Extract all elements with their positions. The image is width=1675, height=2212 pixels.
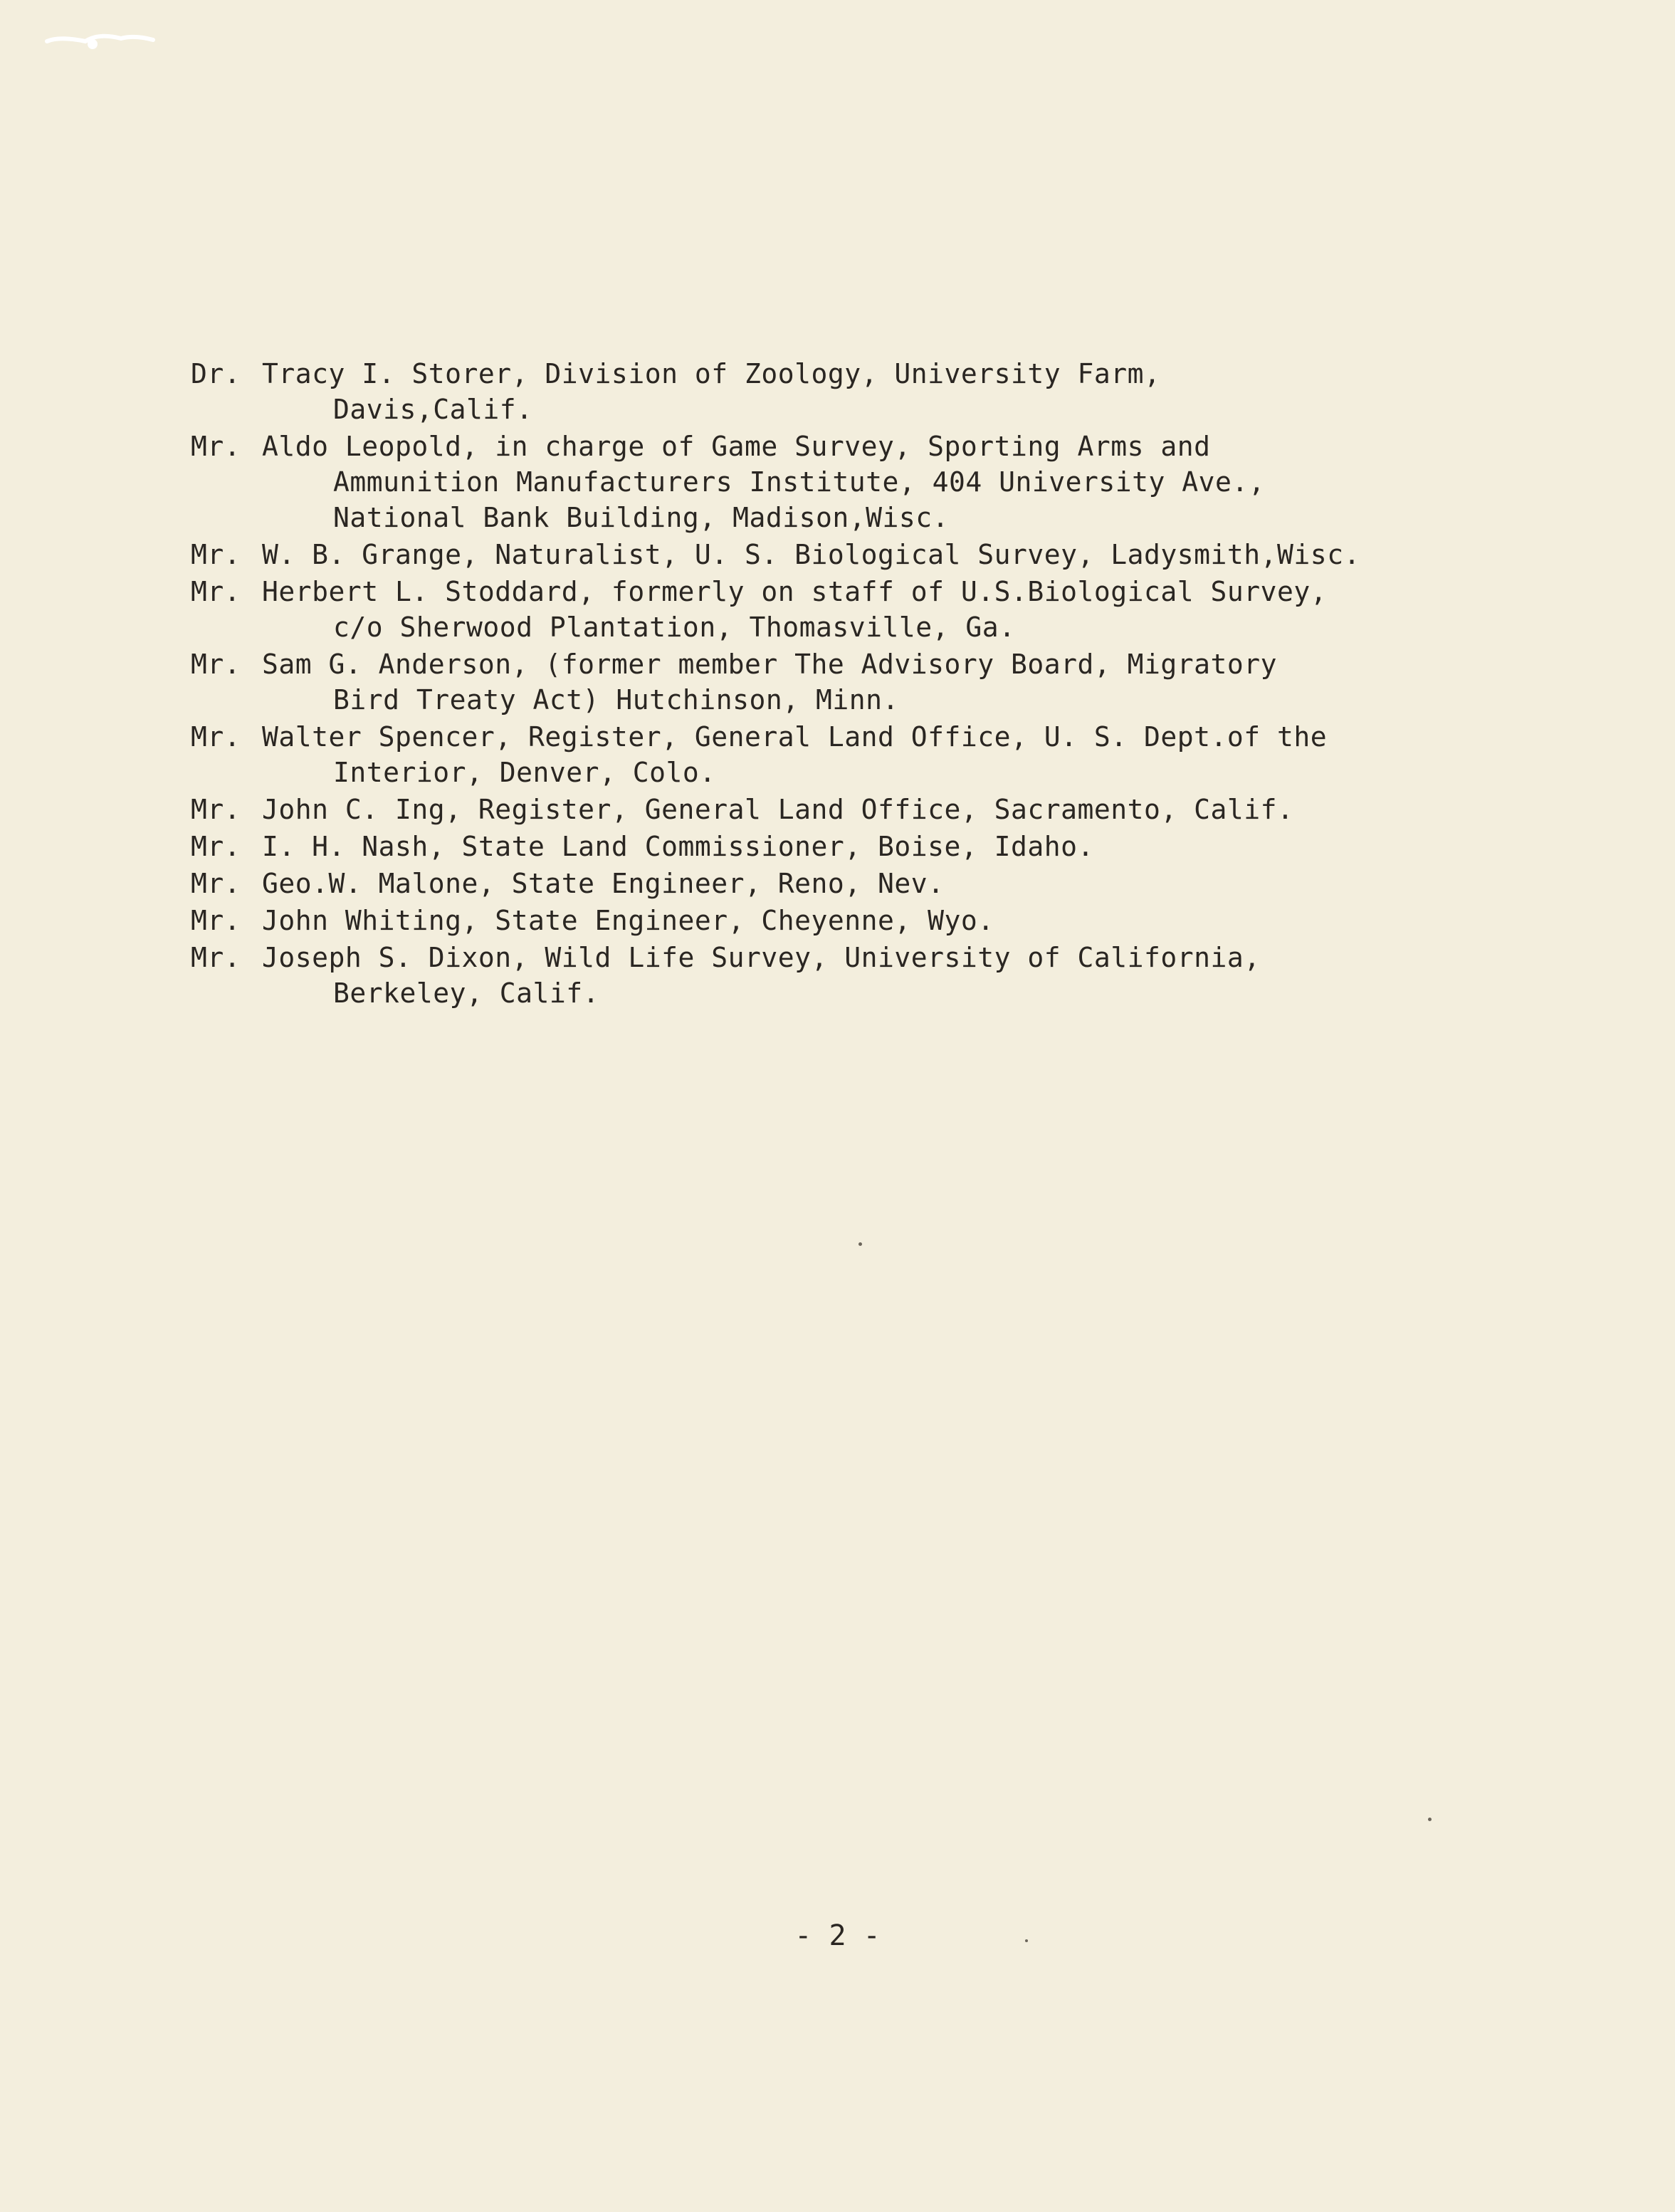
recipient-line: John Whiting, State Engineer, Cheyenne, Wyo. — [262, 905, 994, 936]
recipient-line: Tracy I. Storer, Division of Zoology, University Farm, — [262, 358, 1161, 389]
recipient-title: Mr. — [191, 649, 241, 680]
recipient-entry — [191, 792, 1543, 827]
recipient-line: Ammunition Manufacturers Institute, 404 University Ave., — [333, 466, 1266, 498]
recipient-entry — [191, 903, 1543, 938]
recipient-entry — [191, 719, 1543, 790]
recipient-title: Mr. — [191, 721, 241, 753]
recipient-line: W. B. Grange, Naturalist, U. S. Biological Survey, Ladysmith,Wisc. — [262, 539, 1360, 570]
recipient-address — [262, 429, 1543, 535]
recipient-address — [262, 646, 1543, 718]
recipient-address — [262, 719, 1543, 790]
recipient-line: Sam G. Anderson, (former member The Advisory Board, Migratory — [262, 649, 1278, 680]
recipient-line: Davis,Calif. — [333, 394, 533, 425]
recipient-line: Berkeley, Calif. — [333, 977, 600, 1009]
recipient-title: Mr. — [191, 539, 241, 570]
recipient-line: Geo.W. Malone, State Engineer, Reno, Nev. — [262, 868, 945, 899]
recipient-title: Mr. — [191, 831, 241, 862]
recipient-title: Mr. — [191, 942, 241, 973]
recipient-entry — [191, 646, 1543, 718]
recipient-address — [262, 940, 1543, 1011]
recipient-entry — [191, 537, 1543, 572]
recipient-address — [262, 574, 1543, 645]
recipient-line: Herbert L. Stoddard, formerly on staff of U.S.Biological Survey, — [262, 576, 1328, 607]
recipient-address — [262, 537, 1543, 572]
recipient-line: Interior, Denver, Colo. — [333, 757, 716, 788]
recipient-line: Joseph S. Dixon, Wild Life Survey, University of California, — [262, 942, 1261, 973]
recipient-line: National Bank Building, Madison,Wisc. — [333, 502, 949, 533]
recipient-line: John C. Ing, Register, General Land Office, Sacramento, Calif. — [262, 794, 1294, 825]
recipient-title: Mr. — [191, 794, 241, 825]
recipient-title: Mr. — [191, 431, 241, 462]
recipient-entry — [191, 940, 1543, 1011]
recipient-title: Dr. — [191, 358, 241, 389]
recipient-line: Walter Spencer, Register, General Land Office, U. S. Dept.of the — [262, 721, 1328, 753]
recipient-entry — [191, 866, 1543, 901]
recipient-line: I. H. Nash, State Land Commissioner, Boise, Idaho. — [262, 831, 1094, 862]
recipient-address — [262, 829, 1543, 864]
recipient-line: Aldo Leopold, in charge of Game Survey, Sporting Arms and — [262, 431, 1211, 462]
recipient-address — [262, 792, 1543, 827]
recipient-title: Mr. — [191, 905, 241, 936]
paper-speck — [858, 1242, 862, 1246]
recipient-address — [262, 356, 1543, 427]
recipient-title: Mr. — [191, 576, 241, 607]
paper-speck — [1428, 1818, 1432, 1821]
recipient-line: c/o Sherwood Plantation, Thomasville, Ga. — [333, 612, 1016, 643]
recipient-line: Bird Treaty Act) Hutchinson, Minn. — [333, 684, 899, 716]
recipient-address — [262, 903, 1543, 938]
page-number: - 2 - — [794, 1919, 881, 1952]
recipient-entry — [191, 356, 1543, 427]
recipient-entry — [191, 829, 1543, 864]
paper-smudge — [43, 26, 157, 54]
recipient-address — [262, 866, 1543, 901]
recipient-list — [191, 356, 1543, 1012]
recipient-title: Mr. — [191, 868, 241, 899]
recipient-entry — [191, 429, 1543, 535]
paper-speck — [1025, 1939, 1028, 1942]
recipient-entry — [191, 574, 1543, 645]
